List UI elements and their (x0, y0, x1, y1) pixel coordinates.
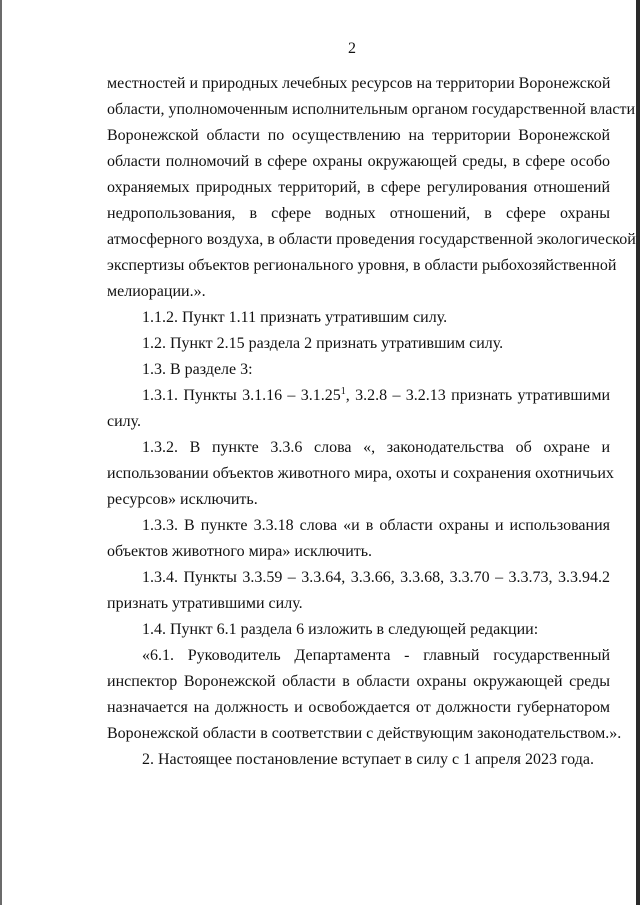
text-line: 1.3.3. В пункте 3.3.18 слова «и в области охраны и использования (142, 517, 610, 534)
text-line: «6.1. Руководитель Департамента - главный государственный (142, 647, 610, 664)
text-line: Воронежской области в соответствии с действующим законодательством.». (107, 725, 622, 742)
text-line: 1.1.2. Пункт 1.11 признать утратившим силу. (142, 309, 448, 326)
text-line: местностей и природных лечебных ресурсов на территории Воронежской (107, 75, 611, 92)
text-line: Воронежской области по осуществлению на территории Воронежской (107, 127, 610, 144)
text-line: силу. (107, 413, 142, 430)
text-line: области полномочий в сфере охраны окружающей среды, в сфере особо (107, 153, 610, 170)
text-line: объектов животного мира» исключить. (107, 543, 373, 560)
text-line: использовании объектов животного мира, охоты и сохранения охотничьих (107, 465, 614, 482)
text-line: признать утратившими силу. (107, 595, 303, 612)
text-line: назначается на должность и освобождается от должности губернатором (107, 699, 610, 716)
text-line: недропользования, в сфере водных отношений, в сфере охраны (107, 205, 610, 222)
text-line: мелиорации.». (107, 283, 206, 300)
text-segment: 1.3.1. Пункты 3.1.16 – 3.1.25 (142, 387, 341, 404)
text-line: 1.2. Пункт 2.15 раздела 2 признать утратившим силу. (142, 335, 504, 352)
page-number: 2 (348, 40, 356, 57)
text-line: 1.3.4. Пункты 3.3.59 – 3.3.64, 3.3.66, 3.3.68, 3.3.70 – 3.3.73, 3.3.94.2 (142, 569, 610, 586)
scan-left-edge (0, 0, 2, 905)
text-line: ресурсов» исключить. (107, 491, 258, 508)
text-line: 1.3.2. В пункте 3.3.6 слова «, законодательства об охране и (142, 439, 610, 456)
text-line: атмосферного воздуха, в области проведения государственной экологической (107, 231, 636, 248)
scan-right-edge (636, 0, 640, 905)
text-line: экспертизы объектов регионального уровня, в области рыбохозяйственной (107, 257, 617, 274)
footnote-marker: 1 (340, 386, 346, 397)
text-line: охраняемых природных территорий, в сфере регулирования отношений (107, 179, 610, 196)
text-line: инспектор Воронежской области в области охраны окружающей среды (107, 673, 610, 690)
text-segment: , 3.2.8 – 3.2.13 признать утратившими (345, 387, 611, 404)
text-line: 1.4. Пункт 6.1 раздела 6 изложить в следующей редакции: (142, 621, 539, 638)
text-line: 1.3. В разделе 3: (142, 361, 253, 378)
text-line (142, 383, 610, 409)
text-line: 2. Настоящее постановление вступает в силу с 1 апреля 2023 года. (142, 751, 594, 768)
text-line: области, уполномоченным исполнительным органом государственной власти (107, 101, 636, 118)
